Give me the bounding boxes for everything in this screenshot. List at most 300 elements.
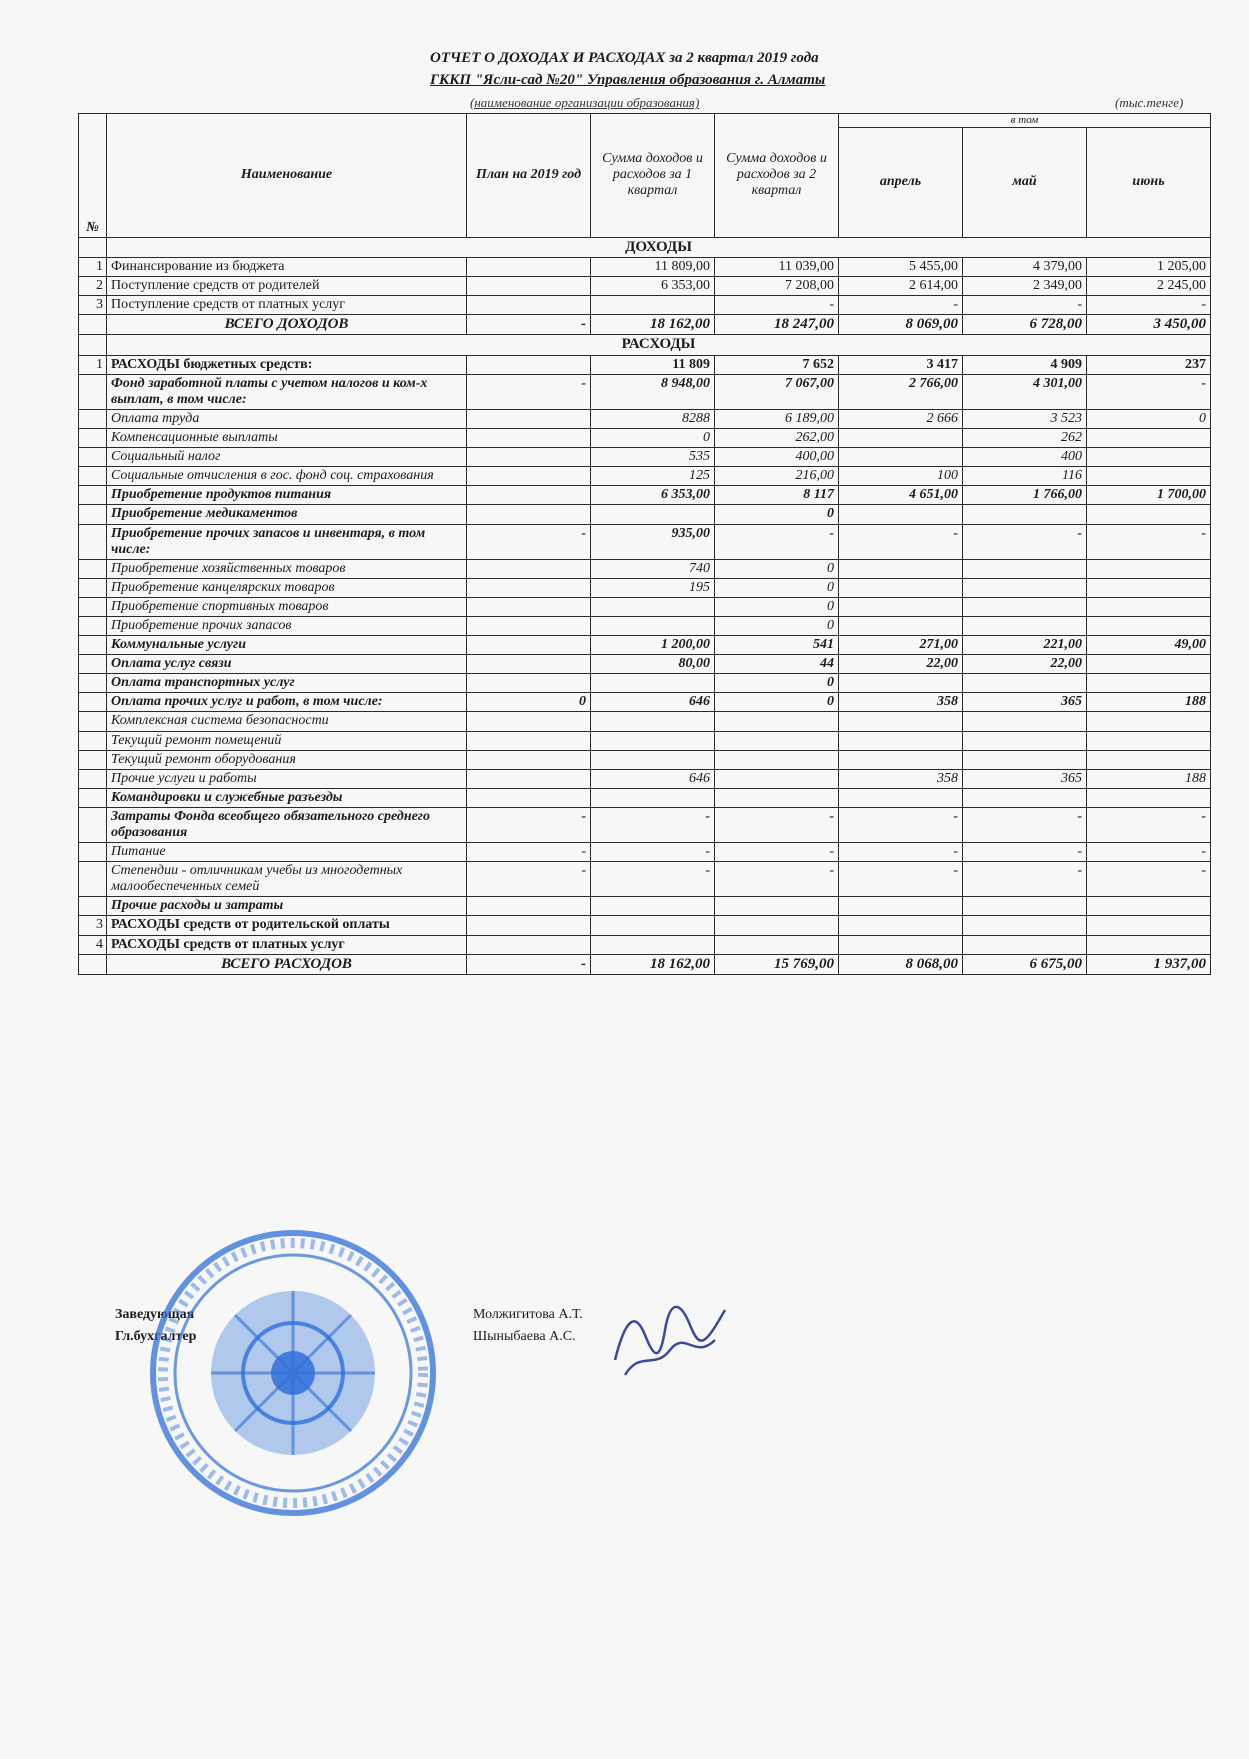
row-q1-value: 195 bbox=[591, 578, 715, 597]
row-number bbox=[79, 769, 107, 788]
row-may-value: 400 bbox=[963, 448, 1087, 467]
col-may-header: май bbox=[963, 127, 1087, 237]
row-apr-value: - bbox=[839, 843, 963, 862]
row-plan-value bbox=[467, 655, 591, 674]
row-jun-value bbox=[1087, 616, 1211, 635]
table-row bbox=[79, 788, 1211, 807]
row-q1-value bbox=[591, 296, 715, 315]
row-apr-value bbox=[839, 750, 963, 769]
row-may-value bbox=[963, 897, 1087, 916]
row-plan-value bbox=[467, 257, 591, 276]
table-row bbox=[79, 296, 1211, 315]
row-may-value bbox=[963, 916, 1087, 935]
row-apr-value: 358 bbox=[839, 769, 963, 788]
row-jun-value bbox=[1087, 578, 1211, 597]
row-q2-value: 0 bbox=[715, 559, 839, 578]
row-name: Коммунальные услуги bbox=[107, 636, 467, 655]
table-row bbox=[79, 374, 1211, 409]
row-q2-value: - bbox=[715, 843, 839, 862]
section-title: РАСХОДЫ bbox=[107, 335, 1211, 355]
organization-title: ГККП "Ясли-сад №20" Управления образования г. Алматы bbox=[430, 72, 826, 88]
row-number bbox=[79, 374, 107, 409]
table-row bbox=[79, 578, 1211, 597]
row-may-value bbox=[963, 616, 1087, 635]
row-q2-value: 7 067,00 bbox=[715, 374, 839, 409]
row-jun-value: - bbox=[1087, 296, 1211, 315]
row-apr-value bbox=[839, 559, 963, 578]
row-apr-value bbox=[839, 448, 963, 467]
row-plan-value bbox=[467, 731, 591, 750]
row-apr-value: 2 614,00 bbox=[839, 276, 963, 295]
row-number: 2 bbox=[79, 276, 107, 295]
row-name: Поступление средств от родителей bbox=[107, 276, 467, 295]
row-q1-value: - bbox=[591, 862, 715, 897]
table-body bbox=[79, 237, 1211, 974]
row-q2-value: 6 189,00 bbox=[715, 409, 839, 428]
row-name: Прочие услуги и работы bbox=[107, 769, 467, 788]
row-plan-value bbox=[467, 448, 591, 467]
row-q1-value: 1 200,00 bbox=[591, 636, 715, 655]
row-q2-value: 0 bbox=[715, 693, 839, 712]
row-q1-value: 125 bbox=[591, 467, 715, 486]
row-number bbox=[79, 843, 107, 862]
col-q1-header: Сумма доходов и расходов за 1 квартал bbox=[591, 114, 715, 238]
table-row bbox=[79, 769, 1211, 788]
row-q2-value bbox=[715, 750, 839, 769]
row-q1-value bbox=[591, 897, 715, 916]
row-may-value bbox=[963, 597, 1087, 616]
row-name: Фонд заработной платы с учетом налогов и ком-х выплат, в том числе: bbox=[107, 374, 467, 409]
row-may-value: - bbox=[963, 296, 1087, 315]
row-apr-value: 2 766,00 bbox=[839, 374, 963, 409]
row-may-value bbox=[963, 935, 1087, 954]
row-q1-value: 740 bbox=[591, 559, 715, 578]
row-q2-value: - bbox=[715, 524, 839, 559]
row-q2-value: 0 bbox=[715, 578, 839, 597]
row-plan-value: - bbox=[467, 862, 591, 897]
total-apr-value: 8 069,00 bbox=[839, 315, 963, 335]
row-plan-value bbox=[467, 559, 591, 578]
row-number: 4 bbox=[79, 935, 107, 954]
table-row bbox=[79, 505, 1211, 524]
row-q2-value bbox=[715, 897, 839, 916]
accountant-label: Гл.бухгалтер bbox=[115, 1329, 197, 1344]
row-number bbox=[79, 807, 107, 842]
row-may-value: - bbox=[963, 524, 1087, 559]
table-row bbox=[79, 731, 1211, 750]
row-name: Оплата услуг связи bbox=[107, 655, 467, 674]
row-apr-value: 4 651,00 bbox=[839, 486, 963, 505]
table-row bbox=[79, 467, 1211, 486]
row-plan-value bbox=[467, 712, 591, 731]
row-number bbox=[79, 524, 107, 559]
row-number bbox=[79, 616, 107, 635]
row-q2-value bbox=[715, 712, 839, 731]
row-name: Социальный налог bbox=[107, 448, 467, 467]
row-q2-value: 11 039,00 bbox=[715, 257, 839, 276]
row-number: 1 bbox=[79, 355, 107, 374]
row-apr-value bbox=[839, 616, 963, 635]
row-name: Степендии - отличникам учебы из многодетных малообеспеченных семей bbox=[107, 862, 467, 897]
row-q1-value: 80,00 bbox=[591, 655, 715, 674]
row-plan-value bbox=[467, 355, 591, 374]
row-apr-value bbox=[839, 712, 963, 731]
row-may-value bbox=[963, 559, 1087, 578]
row-jun-value: - bbox=[1087, 862, 1211, 897]
total-q2-value: 18 247,00 bbox=[715, 315, 839, 335]
row-plan-value bbox=[467, 788, 591, 807]
row-may-value: 221,00 bbox=[963, 636, 1087, 655]
table-row bbox=[79, 429, 1211, 448]
row-jun-value: 237 bbox=[1087, 355, 1211, 374]
row-q1-value bbox=[591, 731, 715, 750]
row-apr-value bbox=[839, 935, 963, 954]
row-apr-value: 271,00 bbox=[839, 636, 963, 655]
row-q2-value: 44 bbox=[715, 655, 839, 674]
row-jun-value bbox=[1087, 731, 1211, 750]
row-jun-value: - bbox=[1087, 843, 1211, 862]
row-may-value: 365 bbox=[963, 693, 1087, 712]
row-apr-value: - bbox=[839, 524, 963, 559]
row-apr-value bbox=[839, 429, 963, 448]
row-name: Комплексная система безопасности bbox=[107, 712, 467, 731]
row-q2-value: 0 bbox=[715, 505, 839, 524]
row-q2-value: 0 bbox=[715, 616, 839, 635]
row-q2-value: - bbox=[715, 807, 839, 842]
row-number bbox=[79, 429, 107, 448]
row-name: Приобретение прочих запасов bbox=[107, 616, 467, 635]
section-title: ДОХОДЫ bbox=[107, 237, 1211, 257]
row-q2-value: - bbox=[715, 862, 839, 897]
row-apr-value bbox=[839, 916, 963, 935]
row-name: Оплата труда bbox=[107, 409, 467, 428]
table-row bbox=[79, 674, 1211, 693]
total-label: ВСЕГО РАСХОДОВ bbox=[107, 954, 467, 974]
row-may-value bbox=[963, 788, 1087, 807]
row-q1-value: 8 948,00 bbox=[591, 374, 715, 409]
row-apr-value: 358 bbox=[839, 693, 963, 712]
table-row bbox=[79, 559, 1211, 578]
row-q1-value: 646 bbox=[591, 693, 715, 712]
row-apr-value bbox=[839, 578, 963, 597]
row-may-value: 4 301,00 bbox=[963, 374, 1087, 409]
table-row bbox=[79, 409, 1211, 428]
table-row bbox=[79, 636, 1211, 655]
row-plan-value bbox=[467, 897, 591, 916]
row-plan-value bbox=[467, 597, 591, 616]
table-row bbox=[79, 524, 1211, 559]
row-q2-value: 0 bbox=[715, 597, 839, 616]
row-jun-value: - bbox=[1087, 807, 1211, 842]
row-number: 3 bbox=[79, 916, 107, 935]
row-jun-value: - bbox=[1087, 374, 1211, 409]
total-num-cell bbox=[79, 954, 107, 974]
row-name: Финансирование из бюджета bbox=[107, 257, 467, 276]
row-q1-value bbox=[591, 674, 715, 693]
row-jun-value bbox=[1087, 750, 1211, 769]
row-q2-value: 400,00 bbox=[715, 448, 839, 467]
col-name-header: Наименование bbox=[107, 114, 467, 238]
unit-label: (тыс.тенге) bbox=[1115, 95, 1184, 110]
row-plan-value bbox=[467, 505, 591, 524]
total-jun-value: 1 937,00 bbox=[1087, 954, 1211, 974]
row-q1-value bbox=[591, 597, 715, 616]
total-label: ВСЕГО ДОХОДОВ bbox=[107, 315, 467, 335]
row-number bbox=[79, 731, 107, 750]
row-name: Текущий ремонт помещений bbox=[107, 731, 467, 750]
row-number bbox=[79, 559, 107, 578]
row-q1-value bbox=[591, 916, 715, 935]
row-q1-value bbox=[591, 788, 715, 807]
row-q2-value: 0 bbox=[715, 674, 839, 693]
row-q1-value: 11 809,00 bbox=[591, 257, 715, 276]
row-number bbox=[79, 788, 107, 807]
row-q2-value: 7 652 bbox=[715, 355, 839, 374]
row-name: Приобретение прочих запасов и инвентаря, в том числе: bbox=[107, 524, 467, 559]
row-may-value: 4 379,00 bbox=[963, 257, 1087, 276]
row-jun-value bbox=[1087, 674, 1211, 693]
row-name: Затраты Фонда всеобщего обязательного среднего образования bbox=[107, 807, 467, 842]
row-may-value: 1 766,00 bbox=[963, 486, 1087, 505]
row-q2-value: - bbox=[715, 296, 839, 315]
row-q2-value: 216,00 bbox=[715, 467, 839, 486]
head-name: Молжигитова А.Т. bbox=[473, 1307, 583, 1322]
row-apr-value bbox=[839, 505, 963, 524]
row-may-value: 22,00 bbox=[963, 655, 1087, 674]
row-number bbox=[79, 712, 107, 731]
signature-icon bbox=[605, 1290, 745, 1380]
row-q1-value: 535 bbox=[591, 448, 715, 467]
row-name: РАСХОДЫ средств от родительской оплаты bbox=[107, 916, 467, 935]
row-q2-value bbox=[715, 769, 839, 788]
row-jun-value: 1 700,00 bbox=[1087, 486, 1211, 505]
row-name: Текущий ремонт оборудования bbox=[107, 750, 467, 769]
row-number bbox=[79, 693, 107, 712]
row-q2-value: 7 208,00 bbox=[715, 276, 839, 295]
row-q2-value bbox=[715, 916, 839, 935]
row-plan-value: - bbox=[467, 374, 591, 409]
row-jun-value: 2 245,00 bbox=[1087, 276, 1211, 295]
row-jun-value bbox=[1087, 505, 1211, 524]
row-name: Приобретение хозяйственных товаров bbox=[107, 559, 467, 578]
total-plan-value: - bbox=[467, 954, 591, 974]
row-name: Приобретение медикаментов bbox=[107, 505, 467, 524]
section-num-cell bbox=[79, 335, 107, 355]
row-name: РАСХОДЫ бюджетных средств: bbox=[107, 355, 467, 374]
head-label: Заведующая bbox=[115, 1307, 195, 1322]
income-section-header bbox=[79, 237, 1211, 257]
total-row bbox=[79, 954, 1211, 974]
row-jun-value bbox=[1087, 448, 1211, 467]
row-jun-value bbox=[1087, 788, 1211, 807]
total-q1-value: 18 162,00 bbox=[591, 954, 715, 974]
row-name: Социальные отчисления в гос. фонд соц. страхования bbox=[107, 467, 467, 486]
row-q1-value bbox=[591, 616, 715, 635]
row-plan-value bbox=[467, 276, 591, 295]
row-jun-value bbox=[1087, 935, 1211, 954]
row-name: Прочие расходы и затраты bbox=[107, 897, 467, 916]
row-jun-value: 1 205,00 bbox=[1087, 257, 1211, 276]
table-row bbox=[79, 597, 1211, 616]
row-q1-value: 8288 bbox=[591, 409, 715, 428]
row-apr-value bbox=[839, 674, 963, 693]
col-plan-header: План на 2019 год bbox=[467, 114, 591, 238]
row-plan-value bbox=[467, 636, 591, 655]
row-may-value bbox=[963, 750, 1087, 769]
row-name: Питание bbox=[107, 843, 467, 862]
col-in-that-header: в том bbox=[839, 114, 1211, 128]
row-plan-value bbox=[467, 578, 591, 597]
row-may-value bbox=[963, 505, 1087, 524]
col-june-header: июнь bbox=[1087, 127, 1211, 237]
section-num-cell bbox=[79, 237, 107, 257]
row-number bbox=[79, 578, 107, 597]
row-may-value bbox=[963, 712, 1087, 731]
row-may-value: - bbox=[963, 807, 1087, 842]
table-row bbox=[79, 843, 1211, 862]
row-may-value: 4 909 bbox=[963, 355, 1087, 374]
row-q2-value bbox=[715, 935, 839, 954]
row-plan-value bbox=[467, 750, 591, 769]
organization-caption: (наименование организации образования) bbox=[470, 95, 700, 110]
row-jun-value: 0 bbox=[1087, 409, 1211, 428]
row-number bbox=[79, 674, 107, 693]
total-jun-value: 3 450,00 bbox=[1087, 315, 1211, 335]
row-apr-value: 3 417 bbox=[839, 355, 963, 374]
table-row bbox=[79, 712, 1211, 731]
row-plan-value bbox=[467, 296, 591, 315]
row-may-value bbox=[963, 674, 1087, 693]
row-plan-value: 0 bbox=[467, 693, 591, 712]
row-q1-value: 646 bbox=[591, 769, 715, 788]
row-jun-value: 49,00 bbox=[1087, 636, 1211, 655]
row-plan-value bbox=[467, 467, 591, 486]
row-name: Командировки и служебные разъезды bbox=[107, 788, 467, 807]
row-q1-value: - bbox=[591, 843, 715, 862]
row-plan-value bbox=[467, 674, 591, 693]
row-q1-value: 11 809 bbox=[591, 355, 715, 374]
row-plan-value bbox=[467, 916, 591, 935]
row-q1-value bbox=[591, 505, 715, 524]
row-q2-value: 8 117 bbox=[715, 486, 839, 505]
row-apr-value: 22,00 bbox=[839, 655, 963, 674]
report-title: ОТЧЕТ О ДОХОДАХ И РАСХОДАХ за 2 квартал 2019 года bbox=[430, 50, 819, 66]
row-number bbox=[79, 862, 107, 897]
accountant-name: Шыныбаева А.С. bbox=[473, 1329, 576, 1344]
row-plan-value bbox=[467, 486, 591, 505]
row-apr-value: 5 455,00 bbox=[839, 257, 963, 276]
row-jun-value bbox=[1087, 897, 1211, 916]
table-row bbox=[79, 257, 1211, 276]
table-row bbox=[79, 276, 1211, 295]
col-num-header: № bbox=[79, 114, 107, 238]
row-q1-value: - bbox=[591, 807, 715, 842]
row-name: РАСХОДЫ средств от платных услуг bbox=[107, 935, 467, 954]
row-q2-value: 541 bbox=[715, 636, 839, 655]
table-row bbox=[79, 897, 1211, 916]
row-may-value: - bbox=[963, 862, 1087, 897]
row-number bbox=[79, 750, 107, 769]
row-q1-value bbox=[591, 935, 715, 954]
table-row bbox=[79, 486, 1211, 505]
row-apr-value: 100 bbox=[839, 467, 963, 486]
row-may-value: 2 349,00 bbox=[963, 276, 1087, 295]
row-number bbox=[79, 655, 107, 674]
row-number bbox=[79, 505, 107, 524]
row-number bbox=[79, 597, 107, 616]
table-row bbox=[79, 355, 1211, 374]
row-jun-value bbox=[1087, 467, 1211, 486]
row-q1-value: 935,00 bbox=[591, 524, 715, 559]
row-name: Приобретение спортивных товаров bbox=[107, 597, 467, 616]
row-name: Приобретение канцелярских товаров bbox=[107, 578, 467, 597]
row-plan-value: - bbox=[467, 807, 591, 842]
row-jun-value bbox=[1087, 655, 1211, 674]
row-apr-value: - bbox=[839, 862, 963, 897]
table-row bbox=[79, 807, 1211, 842]
total-q1-value: 18 162,00 bbox=[591, 315, 715, 335]
total-plan-value: - bbox=[467, 315, 591, 335]
row-number bbox=[79, 448, 107, 467]
row-may-value: - bbox=[963, 843, 1087, 862]
row-plan-value bbox=[467, 429, 591, 448]
row-apr-value: - bbox=[839, 296, 963, 315]
total-may-value: 6 728,00 bbox=[963, 315, 1087, 335]
row-apr-value: 2 666 bbox=[839, 409, 963, 428]
row-number bbox=[79, 409, 107, 428]
row-apr-value bbox=[839, 731, 963, 750]
table-row bbox=[79, 616, 1211, 635]
row-number: 1 bbox=[79, 257, 107, 276]
row-jun-value bbox=[1087, 916, 1211, 935]
row-apr-value: - bbox=[839, 807, 963, 842]
row-q2-value bbox=[715, 788, 839, 807]
col-april-header: апрель bbox=[839, 127, 963, 237]
row-plan-value bbox=[467, 935, 591, 954]
row-may-value bbox=[963, 578, 1087, 597]
row-number bbox=[79, 897, 107, 916]
row-jun-value bbox=[1087, 559, 1211, 578]
table-row bbox=[79, 655, 1211, 674]
row-q1-value: 6 353,00 bbox=[591, 486, 715, 505]
row-jun-value bbox=[1087, 429, 1211, 448]
table-row bbox=[79, 862, 1211, 897]
row-name: Приобретение продуктов питания bbox=[107, 486, 467, 505]
total-apr-value: 8 068,00 bbox=[839, 954, 963, 974]
table-row bbox=[79, 935, 1211, 954]
row-name: Оплата транспортных услуг bbox=[107, 674, 467, 693]
row-name: Компенсационные выплаты bbox=[107, 429, 467, 448]
row-plan-value bbox=[467, 769, 591, 788]
row-q2-value bbox=[715, 731, 839, 750]
row-q1-value: 0 bbox=[591, 429, 715, 448]
row-jun-value: 188 bbox=[1087, 769, 1211, 788]
col-q2-header: Сумма доходов и расходов за 2 квартал bbox=[715, 114, 839, 238]
row-name: Оплата прочих услуг и работ, в том числе: bbox=[107, 693, 467, 712]
expense-section-header bbox=[79, 335, 1211, 355]
row-number bbox=[79, 467, 107, 486]
total-num-cell bbox=[79, 315, 107, 335]
row-may-value bbox=[963, 731, 1087, 750]
row-plan-value: - bbox=[467, 843, 591, 862]
row-may-value: 262 bbox=[963, 429, 1087, 448]
row-may-value: 365 bbox=[963, 769, 1087, 788]
table-row bbox=[79, 916, 1211, 935]
row-number bbox=[79, 486, 107, 505]
total-may-value: 6 675,00 bbox=[963, 954, 1087, 974]
row-plan-value bbox=[467, 616, 591, 635]
row-jun-value bbox=[1087, 597, 1211, 616]
